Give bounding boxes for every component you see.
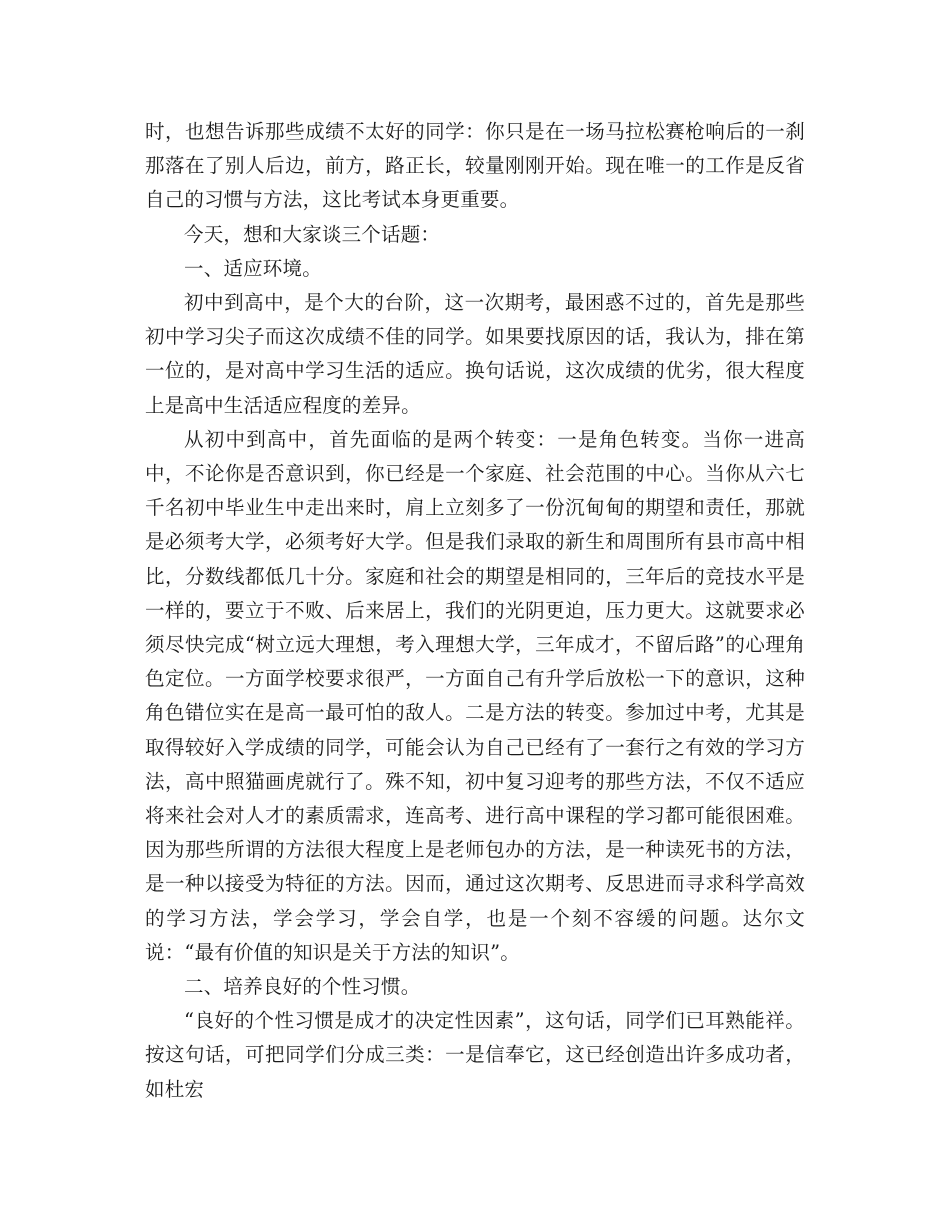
paragraph-junior-to-senior: 初中到高中，是个大的台阶，这一次期考，最困惑不过的，首先是那些初中学习尖子而这次成绩不佳的同学。如果要找原因的话，我认为，排在第一位的，是对高中学习生活的适应。换句话说，这次成绩的优劣，很大程度上是高中生活适应程度的差异。 bbox=[145, 291, 805, 417]
paragraph-two-transitions: 从初中到高中，首先面临的是两个转变：一是角色转变。当你一进高中，不论你是否意识到，你已经是一个家庭、社会范围的中心。当你从六七千名初中毕业生中走出来时，肩上立刻多了一份沉甸甸的期望和责任，那就是必须考大学，必须考好大学。但是我们录取的新生和周围所有县市高中相比，分数线都低几十分。家庭和社会的期望是相同的，三年后的竞技水平是一样的，要立于不败、后来居上，我们的光阴更迫，压力更大。这就要求必须尽快完成“树立远大理想，考入理想大学，三年成才，不留后路”的心理角色定位。一方面学校要求很严，一方面自己有升学后放松一下的意识，这种角色错位实在是高一最可怕的敌人。二是方法的转变。参加过中考，尤其是取得较好入学成绩的同学，可能会认为自己已经有了一套行之有效的学习方法，高中照猫画虎就行了。殊不知，初中复习迎考的那些方法，不仅不适应将来社会对人才的素质需求，连高考、进行高中课程的学习都可能很困难。因为那些所谓的方法很大程度上是老师包办的方法，是一种读死书的方法，是一种以接受为特征的方法。因而，通过这次期考、反思进而寻求科学高效的学习方法，学会学习，学会自学，也是一个刻不容缓的问题。达尔文说：“最有价值的知识是关于方法的知识”。 bbox=[145, 427, 805, 964]
paragraph-continuation: 时，也想告诉那些成绩不太好的同学：你只是在一场马拉松赛枪响后的一刹那落在了别人后边，前方，路正长，较量刚刚开始。现在唯一的工作是反省自己的习惯与方法，这比考试本身更重要。 bbox=[145, 120, 805, 212]
paragraph-habits-quote: “良好的个性习惯是成才的决定性因素”，这句话，同学们已耳熟能祥。按这句话，可把同学们分成三类：一是信奉它，这已经创造出许多成功者，如杜宏 bbox=[145, 1009, 805, 1101]
section-heading-adapt-environment: 一、适应环境。 bbox=[184, 256, 322, 280]
section-heading-good-habits: 二、培养良好的个性习惯。 bbox=[184, 975, 421, 999]
document-body bbox=[145, 115, 805, 1107]
paragraph-topics-intro: 今天，想和大家谈三个话题： bbox=[184, 222, 441, 246]
